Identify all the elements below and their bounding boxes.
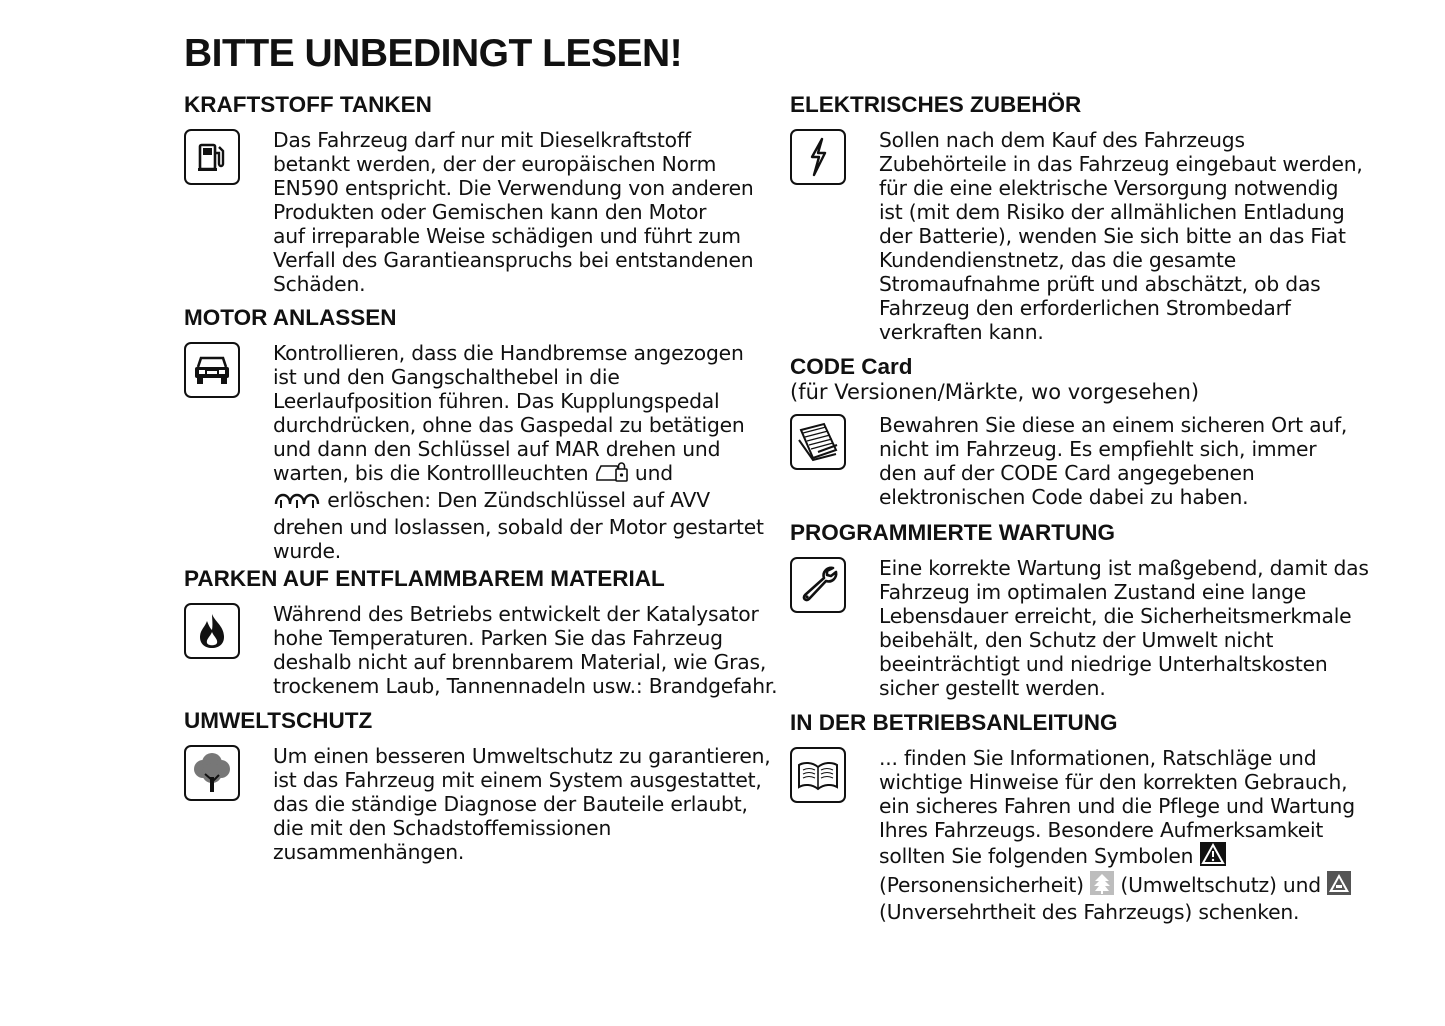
section-wartung <box>790 520 1369 700</box>
section-body: Sollen nach dem Kauf des Fahrzeugs Zubehörteile in das Fahrzeug eingebaut werden, für die eine elektrische Versorgung notwendig ist (mit dem Risiko der allmählichen Entladung der Batterie), wenden Sie sich bitte an das Fiat Kundendienstnetz, das die gesamte Stromaufnahme prüft und abschätzt, ob das Fahrzeug den erforderlichen Strombedarf verkraften kann. <box>879 128 1363 344</box>
car-front-icon <box>184 342 240 398</box>
wrench-icon <box>790 557 846 613</box>
page-title: BITTE UNBEDINGT LESEN! <box>184 32 683 75</box>
section-parken <box>184 566 777 698</box>
section-heading: ELEKTRISCHES ZUBEHÖR <box>790 92 1082 117</box>
section-body <box>273 341 764 563</box>
section-heading: PROGRAMMIERTE WARTUNG <box>790 520 1115 545</box>
body-text: (Umweltschutz) und <box>1114 873 1328 897</box>
body-text: erlöschen: Den Zündschlüssel auf AVV drehen und loslassen, sobald der Motor gestartet wurde. <box>273 488 764 563</box>
section-anleitung <box>790 710 1355 924</box>
fuel-pump-icon <box>184 129 240 185</box>
section-heading: CODE Card <box>790 354 913 379</box>
glow-plug-icon <box>273 488 321 515</box>
section-heading: UMWELTSCHUTZ <box>184 708 373 733</box>
section-subheading: (für Versionen/Märkte, wo vorgesehen) <box>790 380 1200 404</box>
section-motor <box>184 305 764 563</box>
section-body <box>879 746 1355 924</box>
code-card-icon <box>790 414 846 470</box>
environment-protection-icon <box>1090 871 1114 900</box>
section-body: Bewahren Sie diese an einem sicheren Ort auf, nicht im Fahrzeug. Es empfiehlt sich, immer den auf der CODE Card angegebenen elektronischen Code dabei zu haben. <box>879 413 1348 509</box>
section-heading: IN DER BETRIEBSANLEITUNG <box>790 710 1118 735</box>
section-elektrisch <box>790 92 1363 344</box>
section-umwelt <box>184 708 771 864</box>
immobilizer-warning-icon <box>595 461 629 488</box>
section-code <box>790 354 1347 509</box>
body-text: ... finden Sie Informationen, Ratschläge und wichtige Hinweise für den korrekten Gebrauch, ein sicheres Fahren und die Pflege und Wartung Ihres Fahrzeugs. Besondere Aufmerksamkeit sollten Sie folgenden Symbolen <box>879 746 1355 868</box>
section-body: Das Fahrzeug darf nur mit Dieselkraftstoff betankt werden, der der europäischen Norm EN590 entspricht. Die Verwendung von anderen Produkten oder Gemischen kann den Motor auf irreparable Weise schädigen und führt zum Verfall des Garantieanspruchs bei entstandenen Schäden. <box>273 128 754 296</box>
section-heading: PARKEN AUF ENTFLAMMBAREM MATERIAL <box>184 566 665 591</box>
body-text: (Unversehrtheit des Fahrzeugs) schenken. <box>879 900 1300 924</box>
tree-icon <box>184 745 240 801</box>
flame-icon <box>184 603 240 659</box>
body-text: und <box>634 461 673 485</box>
lightning-icon <box>790 129 846 185</box>
section-heading: KRAFTSTOFF TANKEN <box>184 92 432 117</box>
section-kraftstoff <box>184 92 754 296</box>
section-heading: MOTOR ANLASSEN <box>184 305 397 330</box>
section-body: Eine korrekte Wartung ist maßgebend, damit das Fahrzeug im optimalen Zustand eine lange Lebensdauer erreicht, die Sicherheitsmerkmale beibehält, den Schutz der Umwelt nicht beeinträchtigt und niedrige Unterhaltskosten sicher gestellt werden. <box>879 556 1369 700</box>
section-body: Während des Betriebs entwickelt der Katalysator hohe Temperaturen. Parken Sie das Fahrzeug deshalb nicht auf brennbarem Material, wie Gras, trockenem Laub, Tannennadeln usw.: Brandgefahr. <box>273 602 778 698</box>
section-body: Um einen besseren Umweltschutz zu garantieren, ist das Fahrzeug mit einem System ausgestattet, das die ständige Diagnose der Bauteile erlaubt, die mit den Schadstoffemissionen zusammenhängen. <box>273 744 771 864</box>
body-text: Kontrollieren, dass die Handbremse angezogen ist und den Gangschalthebel in die Leerlaufposition führen. Das Kupplungspedal durchdrücken, ohne das Gaspedal zu betätigen und dann den Schlüssel auf MAR drehen und warten, bis die Kontrollleuchten <box>273 341 745 485</box>
vehicle-integrity-warning-icon <box>1327 871 1351 900</box>
open-book-icon <box>790 747 846 803</box>
body-text: (Personensicherheit) <box>879 873 1084 897</box>
personal-safety-warning-icon <box>1200 842 1226 871</box>
